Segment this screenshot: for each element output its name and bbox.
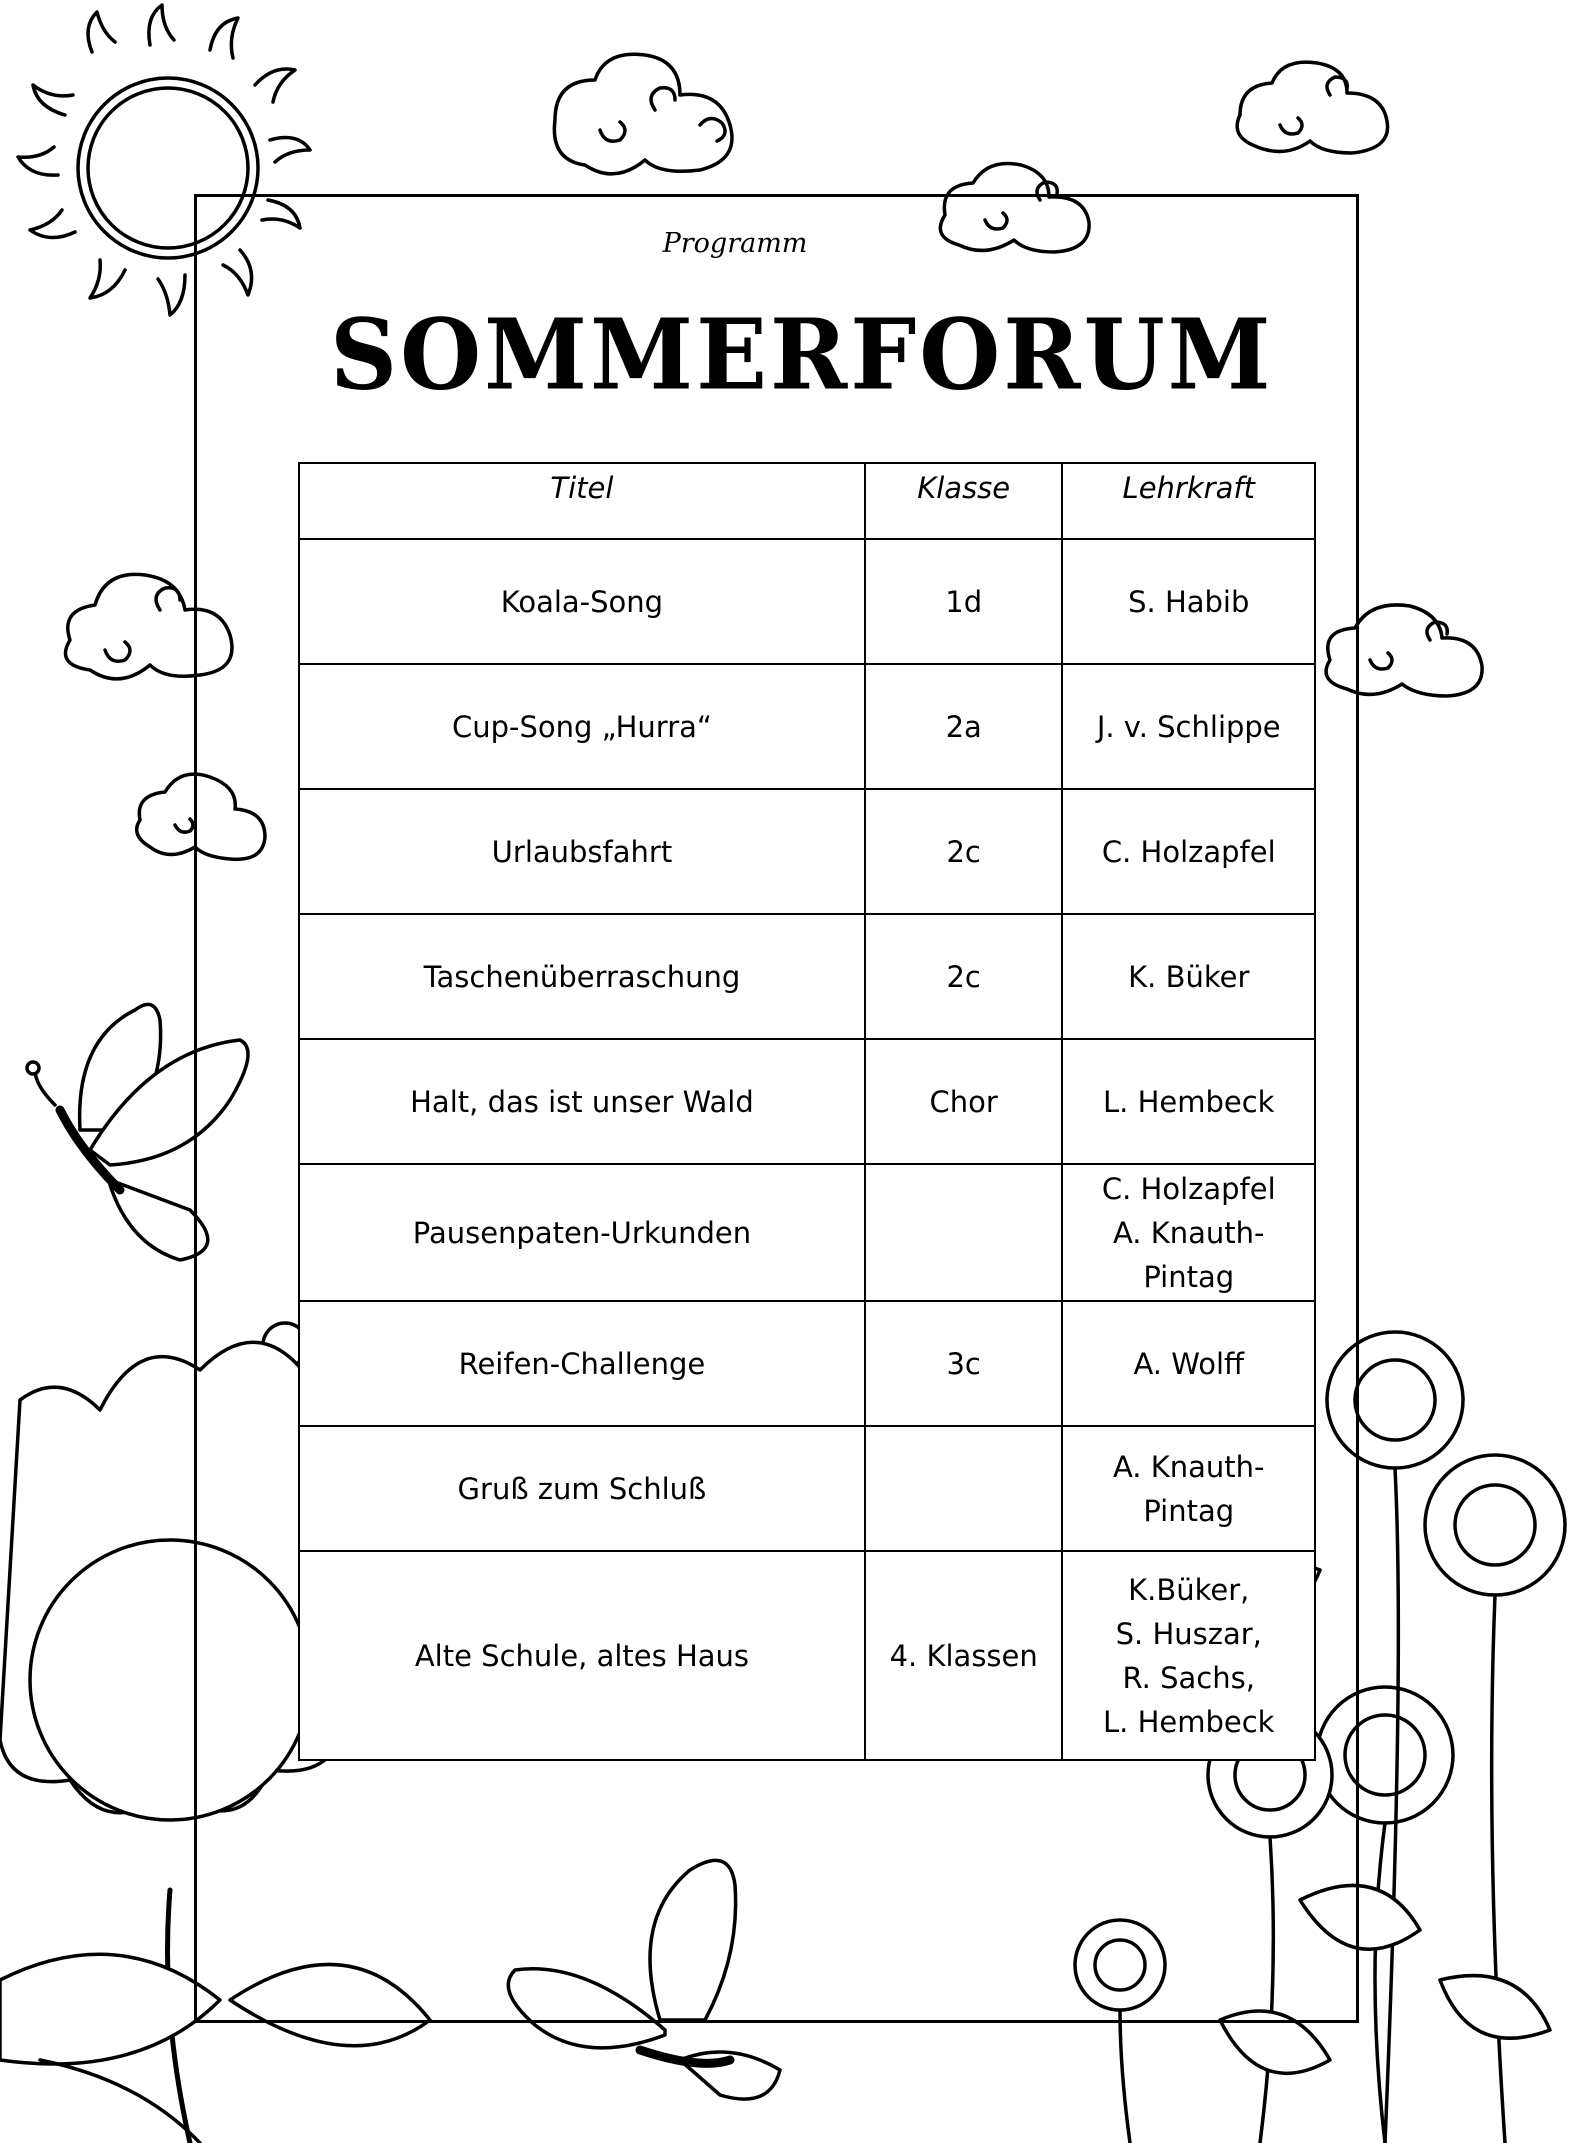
cell-klasse: 2c	[865, 789, 1063, 914]
lehrkraft-line: C. Holzapfel	[1101, 1171, 1276, 1206]
cell-titel: Reifen-Challenge	[299, 1301, 865, 1426]
document-title: SOMMERFORUM	[330, 297, 1274, 412]
cell-titel: Halt, das ist unser Wald	[299, 1039, 865, 1164]
lehrkraft-line: Pintag	[1143, 1493, 1235, 1528]
cell-titel: Gruß zum Schluß	[299, 1426, 865, 1551]
header-titel: Titel	[299, 463, 865, 539]
cell-titel: Taschenüberraschung	[299, 914, 865, 1039]
header-lehrkraft: Lehrkraft	[1062, 463, 1315, 539]
cloud-icon	[554, 54, 732, 174]
cell-lehrkraft	[1062, 1164, 1315, 1301]
table-row	[299, 664, 1315, 789]
table-row	[299, 539, 1315, 664]
table-row	[299, 914, 1315, 1039]
lehrkraft-line: R. Sachs,	[1122, 1660, 1255, 1695]
lehrkraft-line: K.Büker,	[1128, 1572, 1250, 1607]
table-row	[299, 1039, 1315, 1164]
lehrkraft-line: C. Holzapfel	[1101, 834, 1276, 869]
header-klasse: Klasse	[865, 463, 1063, 539]
table-row	[299, 1164, 1315, 1301]
cell-lehrkraft	[1062, 1426, 1315, 1551]
cell-titel: Pausenpaten-Urkunden	[299, 1164, 865, 1301]
table-header-row	[299, 463, 1315, 539]
cell-lehrkraft	[1062, 1301, 1315, 1426]
table-row	[299, 789, 1315, 914]
table-row	[299, 1301, 1315, 1426]
lehrkraft-line: A. Knauth-	[1112, 1449, 1265, 1484]
cell-lehrkraft	[1062, 1551, 1315, 1760]
lehrkraft-line: A. Wolff	[1133, 1346, 1244, 1381]
table-row	[299, 1426, 1315, 1551]
cell-titel: Urlaubsfahrt	[299, 789, 865, 914]
lehrkraft-line: Pintag	[1143, 1259, 1235, 1294]
cell-klasse: 3c	[865, 1301, 1063, 1426]
cell-klasse: 2a	[865, 664, 1063, 789]
cell-lehrkraft	[1062, 914, 1315, 1039]
cell-klasse: 4. Klassen	[865, 1551, 1063, 1760]
lehrkraft-line: L. Hembeck	[1103, 1084, 1275, 1119]
cell-klasse: 1d	[865, 539, 1063, 664]
lehrkraft-line: L. Hembeck	[1103, 1704, 1275, 1739]
cell-lehrkraft	[1062, 1039, 1315, 1164]
cell-klasse	[865, 1164, 1063, 1301]
cloud-icon	[1237, 62, 1387, 153]
lehrkraft-line: K. Büker	[1128, 959, 1250, 994]
lehrkraft-line: J. v. Schlippe	[1096, 709, 1281, 744]
cell-klasse	[865, 1426, 1063, 1551]
cell-lehrkraft	[1062, 789, 1315, 914]
document-subtitle: Programm	[662, 228, 808, 259]
cell-lehrkraft	[1062, 539, 1315, 664]
cell-titel: Alte Schule, altes Haus	[299, 1551, 865, 1760]
cell-klasse: 2c	[865, 914, 1063, 1039]
table-row	[299, 1551, 1315, 1760]
cell-titel: Cup-Song „Hurra“	[299, 664, 865, 789]
lehrkraft-line: A. Knauth-	[1112, 1215, 1265, 1250]
lehrkraft-line: S. Habib	[1128, 584, 1250, 619]
cell-lehrkraft	[1062, 664, 1315, 789]
cell-klasse: Chor	[865, 1039, 1063, 1164]
program-table	[298, 462, 1316, 1761]
cell-titel: Koala-Song	[299, 539, 865, 664]
lehrkraft-line: S. Huszar,	[1115, 1616, 1262, 1651]
